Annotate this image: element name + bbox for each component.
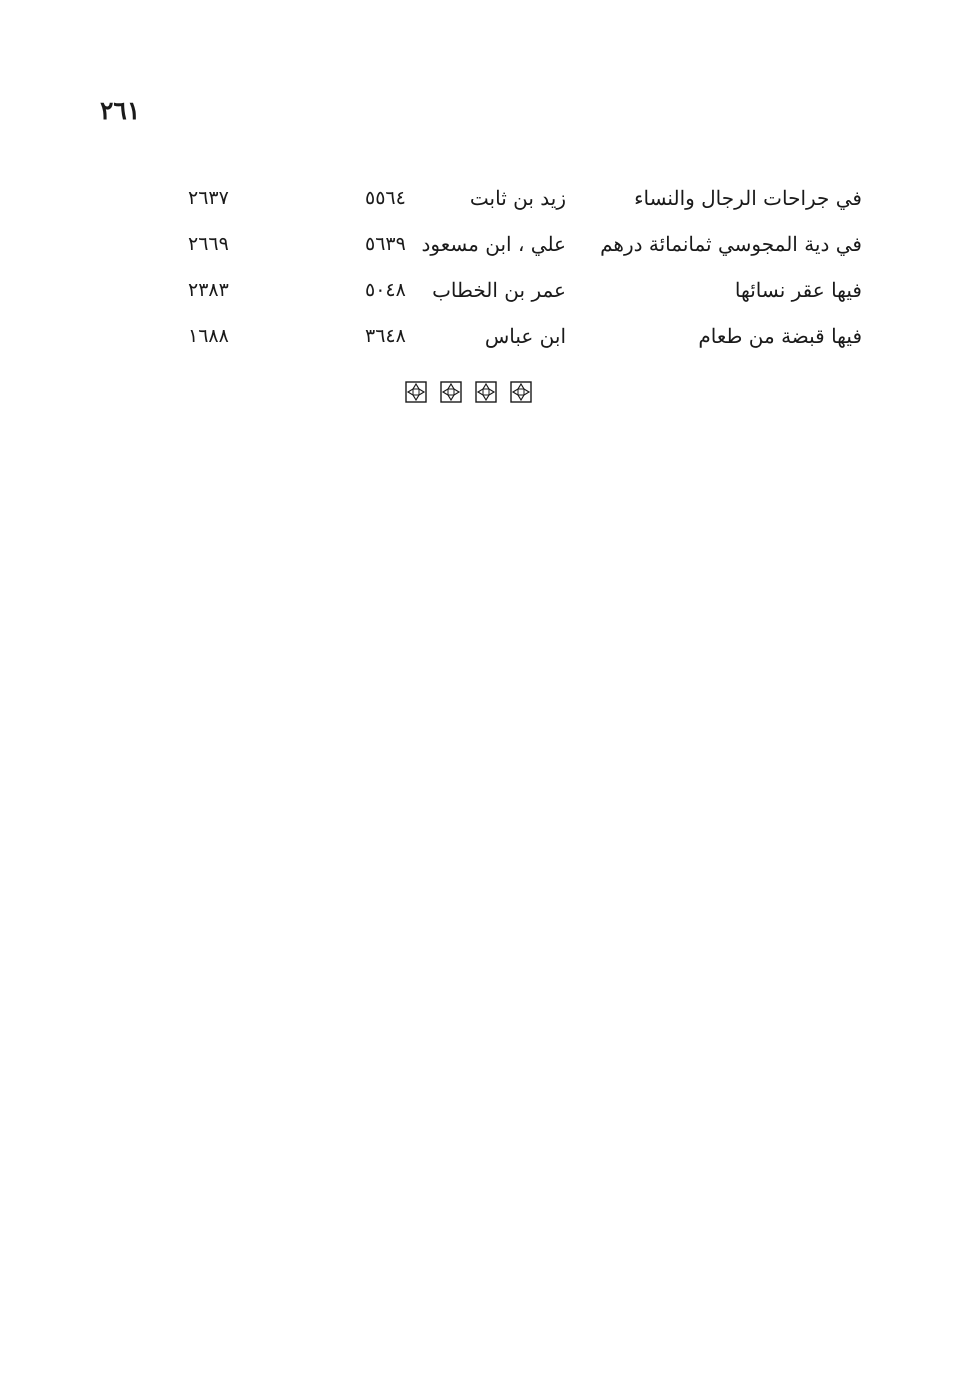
section-end-ornaments bbox=[405, 381, 532, 403]
geometric-star-ornament-icon bbox=[510, 381, 532, 403]
page-reference-cell: ٢٦٦٩ bbox=[188, 233, 229, 255]
reference-number-cell: ٣٦٤٨ bbox=[365, 325, 406, 347]
geometric-star-ornament-icon bbox=[440, 381, 462, 403]
reference-number-cell: ٥٥٦٤ bbox=[365, 187, 406, 209]
narrator-cell: ابن عباس bbox=[484, 324, 566, 348]
page-number: ٢٦١ bbox=[100, 96, 141, 125]
index-table bbox=[0, 176, 956, 360]
table-row bbox=[0, 222, 956, 268]
page-reference-cell: ٢٣٨٣ bbox=[188, 279, 229, 301]
topic-cell: فيها عقر نسائها bbox=[734, 278, 862, 302]
topic-cell: فيها قبضة من طعام bbox=[698, 324, 862, 348]
narrator-cell: زيد بن ثابت bbox=[469, 186, 566, 210]
table-row bbox=[0, 176, 956, 222]
narrator-cell: علي ، ابن مسعود bbox=[421, 232, 566, 256]
geometric-star-ornament-icon bbox=[475, 381, 497, 403]
page-reference-cell: ١٦٨٨ bbox=[188, 325, 229, 347]
narrator-cell: عمر بن الخطاب bbox=[432, 278, 566, 302]
topic-cell: في دية المجوسي ثمانمائة درهم bbox=[600, 232, 862, 256]
topic-cell: في جراحات الرجال والنساء bbox=[634, 186, 862, 210]
reference-number-cell: ٥٦٣٩ bbox=[365, 233, 406, 255]
table-row bbox=[0, 268, 956, 314]
geometric-star-ornament-icon bbox=[405, 381, 427, 403]
reference-number-cell: ٥٠٤٨ bbox=[365, 279, 406, 301]
page-reference-cell: ٢٦٣٧ bbox=[188, 187, 229, 209]
table-row bbox=[0, 314, 956, 360]
